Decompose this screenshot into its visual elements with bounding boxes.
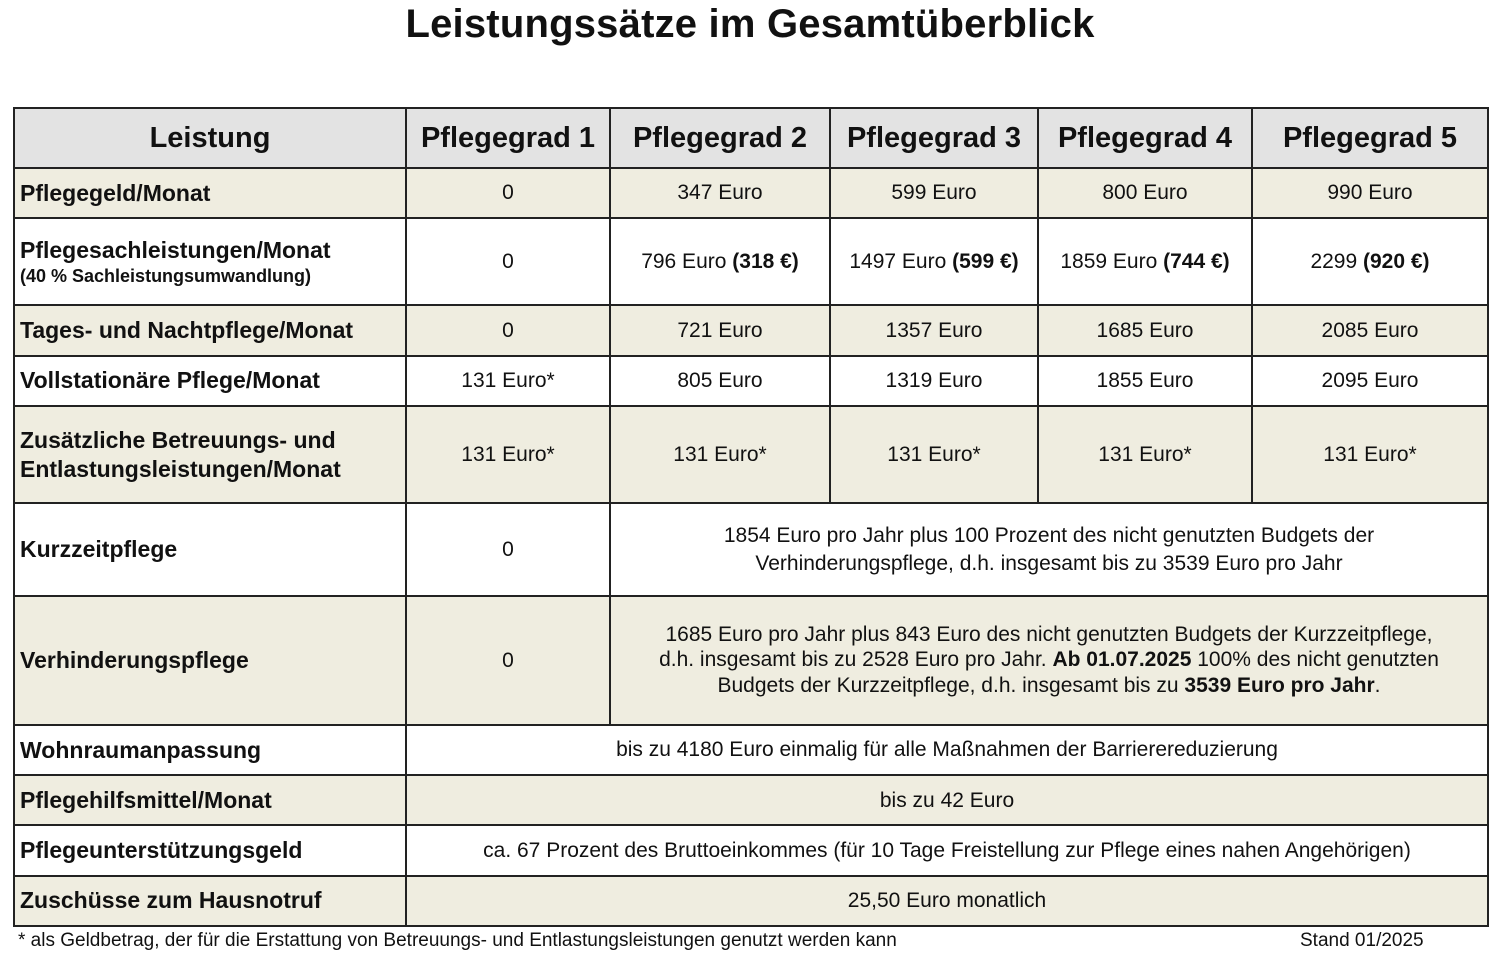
table-cell-merged: 1685 Euro pro Jahr plus 843 Euro des nicht genutzten Budgets der Kurzzeitpflege, d.h. insgesamt bis zu 2528 Euro pro Jahr. Ab 01.07.2025 100% des nicht genutzten Budgets der Kurzzeitpflege, d.h. insgesamt bis zu 3539 Euro pro Jahr.	[610, 596, 1488, 725]
table-cell: 0	[406, 503, 610, 596]
table-cell: 131 Euro*	[610, 406, 830, 503]
table-cell: 0	[406, 596, 610, 725]
table-cell: 796 Euro (318 €)	[610, 218, 830, 305]
table-row-wohnraum	[14, 725, 1488, 775]
table-header-row	[14, 108, 1488, 168]
table-row-tagespflege	[14, 305, 1488, 355]
table-row-verhinderungspflege	[14, 596, 1488, 725]
table-cell: 1357 Euro	[830, 305, 1038, 355]
table-cell: 131 Euro*	[1252, 406, 1488, 503]
table-cell: 0	[406, 305, 610, 355]
benefits-table	[13, 107, 1489, 927]
table-cell-merged: ca. 67 Prozent des Bruttoeinkommes (für 10 Tage Freistellung zur Pflege eines nahen Angehörigen)	[406, 825, 1488, 875]
header-pflegegrad-3: Pflegegrad 3	[830, 108, 1038, 168]
table-cell: 2095 Euro	[1252, 356, 1488, 406]
row-label: Wohnraumanpassung	[14, 725, 406, 775]
row-label: Pflegehilfsmittel/Monat	[14, 775, 406, 825]
table-cell: 347 Euro	[610, 168, 830, 218]
table-cell: 599 Euro	[830, 168, 1038, 218]
footnote: * als Geldbetrag, der für die Erstattung von Betreuungs- und Entlastungsleistungen genutzt werden kann	[18, 930, 897, 951]
table-cell: 131 Euro*	[1038, 406, 1252, 503]
table-row-sachleistungen	[14, 218, 1488, 305]
table-cell: 1685 Euro	[1038, 305, 1252, 355]
header-pflegegrad-4: Pflegegrad 4	[1038, 108, 1252, 168]
row-label: Tages- und Nachtpflege/Monat	[14, 305, 406, 355]
table-cell: 131 Euro*	[406, 406, 610, 503]
table-cell: 721 Euro	[610, 305, 830, 355]
table-cell-merged: 25,50 Euro monatlich	[406, 876, 1488, 926]
table-row-kurzzeitpflege	[14, 503, 1488, 596]
row-label: Vollstationäre Pflege/Monat	[14, 356, 406, 406]
table-cell: 131 Euro*	[406, 356, 610, 406]
stand-date: Stand 01/2025	[1300, 930, 1424, 951]
header-pflegegrad-2: Pflegegrad 2	[610, 108, 830, 168]
row-label-note: (40 % Sachleistungsumwandlung)	[20, 265, 312, 286]
table-cell-merged: bis zu 42 Euro	[406, 775, 1488, 825]
row-label: Pflegeunterstützungsgeld	[14, 825, 406, 875]
table-cell: 990 Euro	[1252, 168, 1488, 218]
table-row-vollstationaer	[14, 356, 1488, 406]
table-cell: 1497 Euro (599 €)	[830, 218, 1038, 305]
table-cell: 1859 Euro (744 €)	[1038, 218, 1252, 305]
row-label: Verhinderungspflege	[14, 596, 406, 725]
table-cell: 1319 Euro	[830, 356, 1038, 406]
table-row-hilfsmittel	[14, 775, 1488, 825]
table-cell: 2299 (920 €)	[1252, 218, 1488, 305]
table-cell-merged: bis zu 4180 Euro einmalig für alle Maßnahmen der Barrierereduzierung	[406, 725, 1488, 775]
row-label-main: Pflegesachleistungen/Monat	[20, 237, 331, 264]
table-row-hausnotruf	[14, 876, 1488, 926]
table-row-pflegegeld	[14, 168, 1488, 218]
table-cell: 805 Euro	[610, 356, 830, 406]
row-label	[14, 218, 406, 305]
header-pflegegrad-5: Pflegegrad 5	[1252, 108, 1488, 168]
row-label: Pflegegeld/Monat	[14, 168, 406, 218]
page-title: Leistungssätze im Gesamtüberblick	[405, 2, 1095, 46]
table-cell: 1855 Euro	[1038, 356, 1252, 406]
table-row-unterstuetzungsgeld	[14, 825, 1488, 875]
table-cell: 0	[406, 218, 610, 305]
table-cell: 0	[406, 168, 610, 218]
row-label: Zusätzliche Betreuungs- und Entlastungsleistungen/Monat	[14, 406, 406, 503]
row-label: Kurzzeitpflege	[14, 503, 406, 596]
table-cell: 2085 Euro	[1252, 305, 1488, 355]
row-label: Zuschüsse zum Hausnotruf	[14, 876, 406, 926]
table-row-entlastung	[14, 406, 1488, 503]
header-leistung: Leistung	[14, 108, 406, 168]
table-cell: 131 Euro*	[830, 406, 1038, 503]
header-pflegegrad-1: Pflegegrad 1	[406, 108, 610, 168]
table-cell: 800 Euro	[1038, 168, 1252, 218]
table-cell-merged: 1854 Euro pro Jahr plus 100 Prozent des nicht genutzten Budgets der Verhinderungspflege, d.h. insgesamt bis zu 3539 Euro pro Jahr	[610, 503, 1488, 596]
